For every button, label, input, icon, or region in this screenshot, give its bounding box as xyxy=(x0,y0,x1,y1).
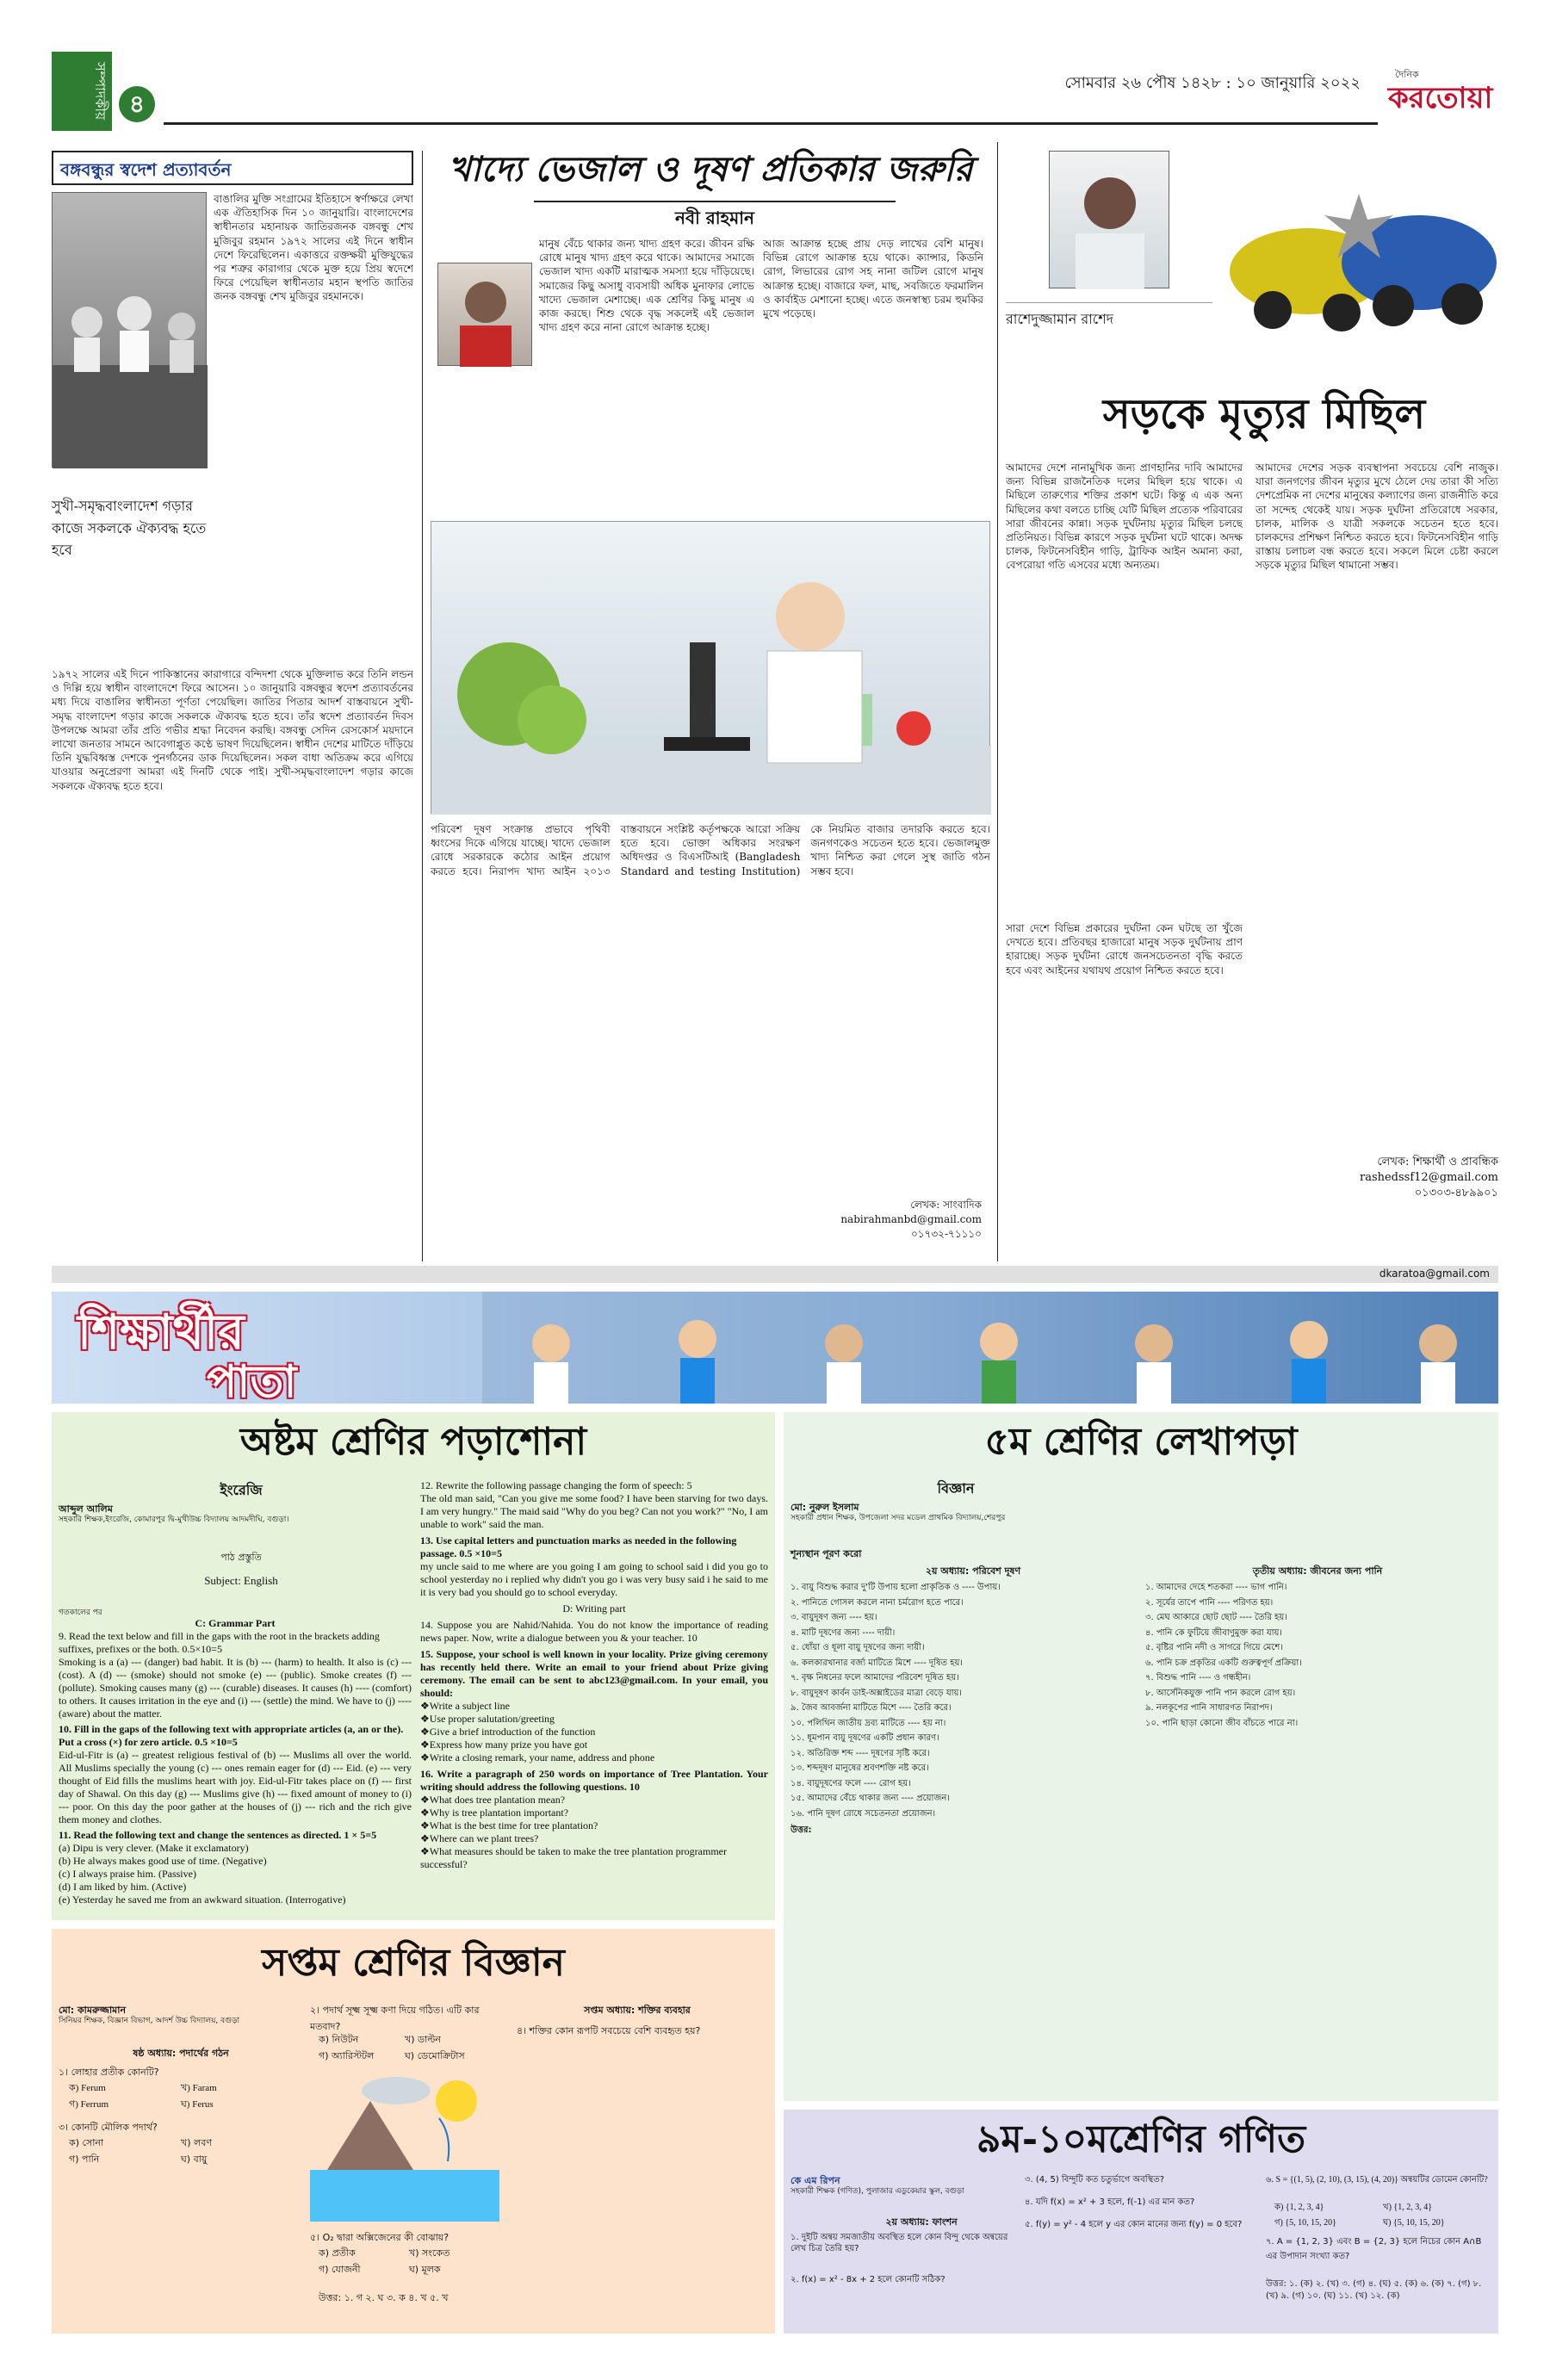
fill-item: ৫. বৃষ্টির পানি নদী ও সাগরে গিয়ে মেশে। xyxy=(1145,1643,1283,1652)
right-fill-list xyxy=(1145,1581,1490,2089)
chapter-2-heading: সপ্তম অধ্যায়: শক্তির ব্যবহার xyxy=(584,2005,691,2016)
author-email[interactable]: rashedssf12@gmail.com xyxy=(1359,1171,1498,1185)
q5: ৫। O₂ দ্বারা অক্সিজেনের কী বোঝায়? xyxy=(310,2232,450,2243)
fill-item: ৩. বায়ুদূষণ জন্য ---- হয়। xyxy=(790,1613,877,1622)
fill-item: ১৫. আমাদের বেঁচে থাকার জন্য ---- প্রয়োজন। xyxy=(790,1794,950,1803)
para-1: মানুষ বেঁচে থাকার জন্য খাদ্য গ্রহণ করে। জীবন রক্ষি রোধে মানুষ খাদ্য গ্রহণ করে থাকে। আমাদের সমাজে ভেজাল খাদ্য একটি মারাত্মক সমস্যা হয়ে দাঁড়িয়েছে। সমাজের কিছু অসাধু ব্যবসায়ী অধিক মুনাফার লোভে খাদ্যে ভেজাল মেশাচ্ছে। এক শ্রেণির কিছু মানুষ এ কাজ করছে। শিশু থেকে বৃদ্ধ সকলেই এই ভেজাল খাদ্য গ্রহণ করে নানা রোগে আক্রান্ত হচ্ছে। xyxy=(539,238,754,334)
para-1: বাঙালির মুক্তি সংগ্রামের ইতিহাসে স্বর্ণাক্ষরে লেখা এক ঐতিহাসিক দিন ১০ জানুয়ারি। বাংলাদেশের স্বাধীনতার মহানায়ক জাতিরজনক বঙ্গবন্ধু শেখ মুজিবুর রহমান ১৯৭২ সালের এই দিনে স্বাধীন দেশে ফিরেছিলেন। একাত্তরে রক্তক্ষয়ী মুক্তিযুদ্ধের পর শত্রুর কারাগার থেকে মুক্ত হয়ে প্রিয় স্বদেশে ফিরে পেয়েছিল স্বাধীনতার মহান স্থপতি জাতির জনক বঙ্গবন্ধু শেখ মুজিবুর রহমানকে। xyxy=(214,193,413,303)
option: ঘ) বায়ু xyxy=(181,2154,208,2165)
article-bangabandhu xyxy=(52,151,413,1261)
q11-item: (a) Dipu is very clever. (Make it exclamatory) xyxy=(59,1842,249,1854)
option: ক) সোনা xyxy=(69,2137,104,2148)
option: ঘ) {5, 10, 15, 20} xyxy=(1383,2218,1445,2228)
signature-label: লেখক: সাংবাদিক xyxy=(910,1199,982,1211)
question-13-text: my uncle said to me where are you going I am going to school said i did you go to school yesterday no i replied why didn't you go i was very busy said i he said to me it is very bad you should go to school everyday. xyxy=(420,1560,768,1598)
para-3: আমাদের দেশের সড়ক ব্যবস্থাপনা সবচেয়ে বেশি নাজুক। যারা জনগণের জীবন মৃত্যুর মুখে ঠেলে দেয় তারা কী সত্যি দেশপ্রেমিক না দেশের মানুষের কল্যাণের জন্য রাজনীতি করে তা সন্দেহ থেকেই যায়। সড়ক দুর্ঘটনা প্রতিরোধে সরকার, চালক, মালিক ও যাত্রী সকলকে সচেতন হতে হবে। চালকদের প্রশিক্ষণ নিশ্চিত করতে হবে। ফিটনেসবিহীন গাড়ি রাস্তায় চলাচল বন্ধ করতে হবে। সকলে মিলে চেষ্টা করলে সড়কে মৃত্যুর মিছিল থামানো সম্ভব। xyxy=(1256,462,1498,572)
water-cycle-image xyxy=(310,2067,499,2222)
left-fill-list xyxy=(790,1581,1135,2089)
teacher-name: কে এম রিপন xyxy=(790,2175,840,2186)
subject-en: Subject: English xyxy=(204,1574,278,1587)
section-title: ৯ম-১০মশ্রেণির গণিত xyxy=(976,2117,1306,2161)
question-15: 15. Suppose, your school is well known in your locality. Prize giving ceremony has recently held there. Write an email to your friend about Prize giving ceremony. The email can be sent to abc123@gmail.com. In your email, you should: xyxy=(420,1648,768,1699)
author-signature xyxy=(835,1198,982,1258)
fill-item: ১৬. পানি দূষণ রোধে সচেতনতা প্রয়োজন। xyxy=(790,1808,936,1819)
teacher-info: সহকারী শিক্ষক (গণিত), পুলাজার এডুকেয়ার স্কুল, বগুড়া xyxy=(790,2187,964,2196)
para-2: ১৯৭২ সালের এই দিনে পাকিস্তানের কারাগারে বন্দিদশা থেকে মুক্তিলাভ করে তিনি লন্ডন ও দিল্লি হয়ে স্বাধীন বাংলাদেশে ফিরে আসেন। ১০ জানুয়ারি বঙ্গবন্ধুর স্বদেশ প্রত্যাবর্তনের মধ্য দিয়ে বাঙালির স্বাধীনতা পূর্ণতা পেয়েছিল। জাতির পিতার আদর্শ বাস্তবায়নে সুখী-সমৃদ্ধ বাংলাদেশ গড়ার কাজে সকলকে ঐক্যবদ্ধ হতে হবে। তাঁর স্বদেশ প্রত্যাবর্তন দিবস উপলক্ষে আমরা তাঁর প্রতি গভীর শ্রদ্ধা নিবেদন করছি। বঙ্গবন্ধু সেদিন রেসকোর্স ময়দানে লাখো জনতার সামনে আবেগাপ্লুত কণ্ঠে ভাষণ দিয়েছিলেন। স্বাধীন দেশের মাটিতে দাঁড়িয়ে তিনি যুদ্ধবিধ্বস্ত দেশকে পুনর্গঠনের ডাক দিয়েছিলেন। সকল বাধা অতিক্রম করে এগিয়ে যাওয়ার অনুপ্রেরণা আমরা এই দিনটি থেকে পাই। সুখী-সমৃদ্ধবাংলাদেশ গড়ার কাজে সকলকে ঐক্যবদ্ধ হতে হবে। xyxy=(52,668,413,792)
students-photo-strip xyxy=(482,1292,1498,1404)
question-10: 10. Fill in the gaps of the following text with appropriate articles (a, an or the). Put a cross (×) for zero article. 0.5 ×10=5 xyxy=(59,1723,404,1748)
q16-item: ❖Why is tree plantation important? xyxy=(420,1807,569,1819)
author-phone: ০১৩০৩-৪৮৯৯০১ xyxy=(1414,1187,1498,1200)
option: গ) যোজনী xyxy=(319,2264,361,2275)
article-title: সড়কে মৃত্যুর মিছিল xyxy=(1102,390,1426,438)
header-rule xyxy=(164,122,1378,125)
q11-item: (d) I am liked by him. (Active) xyxy=(59,1881,187,1893)
author-email[interactable]: nabirahmanbd@gmail.com xyxy=(840,1212,982,1225)
para-1: আমাদের দেশে নানামুখিক জন্য প্রাণহানির দাবি আমাদের জন্য বিভিন্ন রাজনৈতিক দলের মিছিল হয়ে থাকে। এ মিছিলে তারুণ্যের শক্তির প্রকাশ ঘটে। কিন্তু এ এক অন্য মিছিলের কথা বলতে চাচ্ছি যেটি মিছিল প্রত্যেক পরিবারের সারা জীবনের কান্না। সড়ক দুর্ঘটনায় মৃত্যুর মিছিল চলছে প্রতিনিয়ত। বিভিন্ন কারণে সড়ক দুর্ঘটনা ঘটে থাকে। অদক্ষ চালক, ফিটনেসবিহীন গাড়ি, ট্রাফিক আইন অমান্য করা, বেপরোয়া গতি এসবের মধ্যে অন্যতম। xyxy=(1006,462,1243,572)
page-number: ৪ xyxy=(119,86,155,122)
fill-item: ১১. ধূমপান বায়ু দূষণের একটি প্রধান কারণ। xyxy=(790,1733,939,1743)
option: ক) Ferum xyxy=(69,2083,106,2093)
teacher-name: মো: কামরুজ্জামান xyxy=(59,2005,127,2016)
q11-item: (c) I always praise him. (Passive) xyxy=(59,1868,196,1880)
article-food-adulteration xyxy=(431,142,990,1261)
option: ঘ) ডেমোক্রিটাস xyxy=(405,2050,465,2061)
fill-item: ১৩. শব্দদূষণ মানুষের শ্রবণশক্তি নষ্ট করে। xyxy=(790,1763,929,1773)
class910-section xyxy=(784,2110,1498,2334)
chapter-heading: ষষ্ঠ অধ্যায়: পদার্থের গঠন xyxy=(133,2048,229,2059)
lab-photo xyxy=(431,521,990,814)
part-d-heading: D: Writing part xyxy=(562,1602,626,1615)
q5-options xyxy=(319,2246,499,2277)
q15-item: ❖Write a subject line xyxy=(420,1700,510,1712)
fill-item: ৯. নলকূপের পানি সাধারণত নিরাপদ। xyxy=(1145,1703,1273,1713)
section-tag: সম্পাদকীয় xyxy=(52,52,112,131)
banner-title-line2: পাতা xyxy=(207,1355,297,1408)
article-road-accident xyxy=(1006,142,1498,1261)
q3: ৩। কোনটি মৌলিক পদার্থ? xyxy=(59,2122,158,2133)
left-column xyxy=(59,1617,412,1914)
option: ঘ) মূলক xyxy=(409,2264,441,2275)
question-9: 9. Read the text below and fill in the gaps with the root in the brackets adding suffixes, prefixes or the both. 0.5×10=5 xyxy=(59,1630,380,1655)
microscope-image xyxy=(431,522,991,815)
page-header xyxy=(52,52,1498,131)
fill-item: ৯. জৈব আবর্জনা মাটিতে মিশে ---- তৈরি করে। xyxy=(790,1703,952,1713)
q16-item: ❖Where can we plant trees? xyxy=(420,1832,539,1844)
chapter-heading: ২য় অধ্যায়: ফাংশন xyxy=(885,2216,958,2228)
fill-item: ৭. বিশুদ্ধ পানি ---- ও গন্ধহীন। xyxy=(1145,1673,1251,1683)
q5: ৫. f(y) = y² - 4 হলে y এর কোন মানের জন্য f(y) = 0 হবে? xyxy=(1025,2220,1243,2229)
option: খ) ডাল্টন xyxy=(405,2034,441,2045)
fill-item: ১. আমাদের দেহে শতকরা ---- ভাগ পানি। xyxy=(1145,1583,1287,1592)
prev-label: গতকালের পর xyxy=(59,1608,102,1617)
teacher-name: মো: নুরুল ইসলাম xyxy=(790,1502,859,1513)
teacher-info: সিনিয়র শিক্ষক, বিজ্ঞান বিভাগ, আদর্শ উচ্চ বিদ্যালয়, বগুড়া xyxy=(59,2017,240,2025)
option: ক) নিউটন xyxy=(319,2034,359,2045)
article-title: বঙ্গবন্ধুর স্বদেশ প্রত্যাবর্তন xyxy=(60,159,232,180)
answers-label: উত্তর: xyxy=(790,1825,812,1835)
option: খ) Faram xyxy=(181,2083,217,2093)
section-title: ৫ম শ্রেণির লেখাপড়া xyxy=(984,1420,1298,1464)
bangabandhu-photo xyxy=(52,192,207,468)
fill-item: ৭. বৃক্ষ নিধনের ফলে আমাদের পরিবেশ দূষিত হয়। xyxy=(790,1673,959,1683)
fill-item: ১০. পানি ছাড়া কোনো জীব বাঁচতে পারে না। xyxy=(1145,1718,1299,1728)
q11-item: (b) He always makes good use of time. (Negative) xyxy=(59,1855,267,1867)
paper-name: করতোয়া xyxy=(1388,81,1493,115)
students-page-banner xyxy=(52,1292,1498,1408)
fill-item: ২. পানিতে গোসল করলে নানা চর্মরোগ হতে পারে। xyxy=(790,1597,964,1608)
teacher-info: সহকারি শিক্ষক,ইংরেজি, কোমারপুর দ্বি-মুখীউচ্চ বিদ্যালয় আদমদীঘি, বগুড়া। xyxy=(59,1515,289,1524)
q16-item: ❖What is the best time for tree plantation? xyxy=(420,1819,598,1831)
fill-item: ১৪. বায়ুদূষণের ফলে ---- রোগ হয়। xyxy=(790,1778,911,1788)
q2-options xyxy=(319,2032,491,2063)
fill-item: ৫. ধোঁয়া ও ধূলা বায়ু দূষণের জন্য দায়ী। xyxy=(790,1643,925,1652)
q1-options xyxy=(69,2080,293,2111)
q1: ১. দুইটি অন্বয় সমজাতীয় অবস্থিত হলে কোন বিন্দু থেকে অন্বয়ের লেখ চিত্র তৈরি হয়? xyxy=(790,2233,1008,2253)
section-title: সপ্তম শ্রেণির বিজ্ঞান xyxy=(262,1941,565,1985)
author-photo xyxy=(1049,151,1169,288)
fill-item: ২. সূর্যের তাপে পানি ---- পরিণত হয়। xyxy=(1145,1597,1274,1608)
paper-prefix: দৈনিক xyxy=(1395,69,1419,80)
title-rule xyxy=(534,201,896,202)
q3-options xyxy=(69,2135,293,2166)
author-signature xyxy=(1307,1155,1498,1215)
fill-item: ৬. কলকারখানার বর্জ্য মাটিতে মিশে ---- দূষিত হয়। xyxy=(790,1658,963,1668)
option: গ) অ্যারিস্টটল xyxy=(319,2050,375,2061)
class8-section xyxy=(52,1412,775,1920)
author-phone: ০১৭৩২-৭১১১০ xyxy=(910,1227,982,1240)
option: খ) সংকেত xyxy=(409,2247,450,2259)
option: খ) {1, 2, 3, 4} xyxy=(1383,2203,1432,2212)
question-16: 16. Write a paragraph of 250 words on importance of Tree Plantation. Your writing should address the following questions. 10 xyxy=(420,1768,768,1793)
fill-item: ৪. মাটি দূষণের জন্য ---- দায়ী। xyxy=(790,1627,896,1638)
author-name: নবী রাহমান xyxy=(675,208,754,228)
q4: ৪. যদি f(x) = x² + 3 হলে, f(-1) এর মান কত? xyxy=(1025,2197,1195,2207)
option: ক) {1, 2, 3, 4} xyxy=(1274,2203,1324,2212)
website-email[interactable]: dkaratoa@gmail.com xyxy=(1379,1267,1490,1280)
q6: ৬. S = {(1, 5), (2, 10), (3, 15), (4, 20)} অন্বয়টির ডোমেন কোনটি? xyxy=(1266,2175,1488,2185)
class5-section xyxy=(784,1412,1498,2101)
option: গ) Ferrum xyxy=(69,2099,109,2110)
q3: ৩. (4, 5) বিন্দুটি কত চতুর্ভাগে অবস্থিত? xyxy=(1025,2175,1165,2185)
chapter-2-heading: ২য় অধ্যায়: পরিবেশ দূষণ xyxy=(925,1565,1021,1577)
car-crash-image xyxy=(1221,142,1498,366)
q2: ২. f(x) = x² - 8x + 2 হলে কোনটি সঠিক? xyxy=(790,2275,946,2284)
crowd-image xyxy=(53,193,208,468)
para-3: পরিবেশ দূষণ সংক্রান্ত প্রভাবে পৃথিবী ধ্বংসের দিকে এগিয়ে যাচ্ছে। খাদ্যে ভেজাল রোধে সরকারকে কঠোর আইন প্রয়োগ করতে হবে। নিরাপদ খাদ্য আইন ২০১৩ বাস্তবায়নে সংশ্লিষ্ট কর্তৃপক্ষকে আরো সক্রিয় হতে হবে। ভোক্তা অধিকার সংরক্ষণ অধিদপ্তর ও বিএসটিআই (Bangladesh Standard and testing Institution) কে নিয়মিত বাজার তদারকি করতে হবে। জনগণকেও সচেতন হতে হবে। ভেজালমুক্ত খাদ্য নিশ্চিত করা গেলে সুস্থ জাতি গঠন সম্ভব হবে। xyxy=(431,823,990,877)
question-14: 14. Suppose you are Nahid/Nahida. You do not know the importance of reading news paper. Now, write a dialogue between you & your teacher. 10 xyxy=(420,1619,768,1644)
option: ঘ) Ferus xyxy=(181,2099,214,2110)
fill-item: ৮. বায়ুদূষণ কার্বন ডাই-অক্সাইডের মাত্রা বেড়ে যায়। xyxy=(790,1688,963,1698)
q6-options xyxy=(1274,2201,1491,2232)
article-title-box xyxy=(52,151,413,185)
option: ক) প্রতীক xyxy=(319,2247,356,2259)
date-line: সোমবার ২৬ পৌষ ১৪২৮ : ১০ জানুয়ারি ২০২২ xyxy=(1064,74,1361,92)
question-10-text: Eid-ul-Fitr is (a) -- greatest religious festival of (b) --- Muslims all over the world. All Muslims specially the young (c) --- ones remain eager for (d) --- Eid. (e) --- very thought of Eid fills the muslims heart with joy. Eid-ul-Fitr takes place on (f) --- first day of Shawal. On this day (g) --- Muslims give (h) --- fixed amount of money to (i) --- poor. On this day the poor gather at the houses of (j) --- rich and the rich give them money and clothes. xyxy=(59,1749,412,1825)
website-strip xyxy=(52,1266,1498,1283)
answers: উত্তর: ১. (ক) ২. (খ) ৩. (গ) ৪. (ঘ) ৫. (ক) ৬. (ক) ৭. (গ) ৮. (খ) ৯. (গ) ১০. (ঘ) ১১. (খ) ১২. (ক) xyxy=(1266,2279,1482,2301)
subject-label: ইংরেজি xyxy=(220,1482,263,1498)
fill-item: ১২. অতিরিক্ত শব্দ ---- দূষণের সৃষ্টি করে। xyxy=(790,1748,930,1758)
q7: ৭. A = {1, 2, 3} এবং B = {2, 3} হলে নিচের কোন A∩B এর উপাদান সংখ্যা কত? xyxy=(1266,2237,1482,2261)
option: গ) পানি xyxy=(69,2154,100,2165)
teacher-info: সহকারী প্রধান শিক্ষক, উপজেলা সদর মডেল প্রাথমিক বিদ্যালয়,শেরপুর xyxy=(790,1514,1006,1522)
q11-item: (e) Yesterday he saved me from an awkward situation. (Interrogative) xyxy=(59,1893,346,1906)
signature-label: লেখক: শিক্ষার্থী ও প্রাবন্ধিক xyxy=(1377,1156,1498,1168)
para-2: সারা দেশে বিভিন্ন প্রকারের দুর্ঘটনা কেন ঘটছে তা খুঁজে দেখতে হবে। প্রতিবছর হাজারো মানুষ সড়ক দুর্ঘটনায় প্রাণ হারাচ্ছে। সড়ক দুর্ঘটনা রোধে জনসচেতনতা বৃদ্ধি করতে হবে এবং আইনের যথাযথ প্রয়োগ নিশ্চিত করতে হবে। xyxy=(1006,922,1243,976)
lesson-label: পাঠ প্রস্তুতি xyxy=(220,1552,262,1563)
section-title: অষ্টম শ্রেণির পড়াশোনা xyxy=(239,1420,587,1464)
banner-title-line1: শিক্ষার্থীর xyxy=(78,1304,245,1360)
option: গ) {5, 10, 15, 20} xyxy=(1274,2218,1336,2228)
subject-label: বিজ্ঞান xyxy=(937,1480,975,1497)
question-11: 11. Read the following text and change the sentences as directed. 1 × 5=5 xyxy=(59,1829,377,1841)
teacher-name: আব্দুল আলিম xyxy=(59,1503,113,1515)
fill-item: ৩. মেঘ আকারে ছোট ছোট ---- তৈরি হয়। xyxy=(1145,1613,1287,1622)
q15-item: ❖Express how many prize you have got xyxy=(420,1739,588,1751)
photo-caption: সুখী-সমৃদ্ধবাংলাদেশ গড়ার কাজে সকলকে ঐক্যবদ্ধ হতে হবে xyxy=(52,498,207,559)
fill-item: ৪. পানি কে ফুটিয়ে জীবাণুমুক্ত করা যায়। xyxy=(1145,1627,1282,1638)
column-divider xyxy=(997,142,998,1261)
water-cycle-diagram xyxy=(310,2067,499,2222)
author-name: রাশেদুজ্জামান রাশেদ xyxy=(1006,302,1212,328)
q16-item: ❖What measures should be taken to make the tree plantation programmer successful? xyxy=(420,1845,727,1870)
option: খ) লবণ xyxy=(181,2137,212,2148)
q2: ২। পদার্থ সূক্ষ্ম সূক্ষ্ম কণা দিয়ে গঠিত। এটি কার মতবাদ? xyxy=(310,2005,480,2032)
answers: উত্তর: ১. গ ২. ঘ ৩. ক ৪. খ ৫. খ xyxy=(319,2292,449,2303)
q15-item: ❖Give a brief introduction of the function xyxy=(420,1726,596,1738)
author-photo xyxy=(437,263,532,366)
question-12-text: The old man said, "Can you give me some food? I have been starving for two days. I am very hungry." The maid said "Why do you beg? Can not you work?" "No, I am unable to work" said the man. xyxy=(420,1492,768,1530)
part-c-heading: C: Grammar Part xyxy=(195,1617,276,1629)
question-9-text: Smoking is a (a) --- (danger) bad habit. It is (b) --- (harm) to health. It also is (c) --- (cost). A (d) --- (smoke) should not smoke (e) --- (public). Smoke creates (f) --- (pollute). Smoking causes many (g) --- (curable) diseases. It causes (h) ---- (comfort) to others. It causes irritation in the eye and (i) --- (settle) the mind. We have to (j) ---- (aware) about the matter. xyxy=(59,1656,412,1720)
chapter-3-heading: তৃতীয় অধ্যায়: জীবনের জন্য পানি xyxy=(1252,1565,1383,1577)
fill-item: ৬. পানি চক্র প্রকৃতির একটি গুরুত্বপূর্ণ প্রক্রিয়া। xyxy=(1145,1658,1302,1668)
fill-item: ১০. পলিথিন জাতীয় দ্রব্য মাটিতে ---- হয় না। xyxy=(790,1718,946,1728)
fill-item: ৮. আর্সেনিকযুক্ত পানি পান করলে রোগ হয়। xyxy=(1145,1688,1296,1698)
q4: ৪। শক্তির কোন রূপটি সবচেয়ে বেশি ব্যবহৃত হয়? xyxy=(517,2025,701,2036)
accident-illustration xyxy=(1221,142,1498,366)
article-title: খাদ্যে ভেজাল ও দূষণ প্রতিকার জরুরি xyxy=(448,149,973,189)
class7-section xyxy=(52,1929,775,2334)
q16-item: ❖What does tree plantation mean? xyxy=(420,1794,566,1806)
q15-item: ❖Write a closing remark, your name, address and phone xyxy=(420,1751,655,1763)
question-12: 12. Rewrite the following passage changing the form of speech: 5 xyxy=(420,1479,692,1491)
question-13: 13. Use capital letters and punctuation marks as needed in the following passage. 0.5 ×10=5 xyxy=(420,1534,737,1559)
fill-item: ১. বায়ু বিশুদ্ধ করার দু'টি উপায় হলো প্রাকৃতিক ও ---- উপায়। xyxy=(790,1583,1001,1592)
q1: ১। লোহার প্রতীক কোনটি? xyxy=(59,2067,159,2078)
right-column xyxy=(420,1479,768,1914)
column-divider xyxy=(422,151,423,1261)
q15-item: ❖Use proper salutation/greeting xyxy=(420,1713,555,1725)
para-2: আজ আক্রান্ত হচ্ছে প্রায় দেড় লাখের বেশি মানুষ। বিভিন্ন রোগে আক্রান্ত হয়ে থাকে। ক্যান্সার, কিডনি রোগ, লিভারের রোগ সহ নানা জটিল রোগে মানুষ আক্রান্ত হচ্ছে। বাজারে ফল, মাছ, সবজিতে ফরমালিন ও কার্বাইড মেশানো হচ্ছে। এতে জনস্বাস্থ্য চরম হুমকির মুখে পড়েছে। xyxy=(763,238,983,319)
fill-heading: শূন্যস্থান পূরণ করো xyxy=(790,1548,862,1559)
